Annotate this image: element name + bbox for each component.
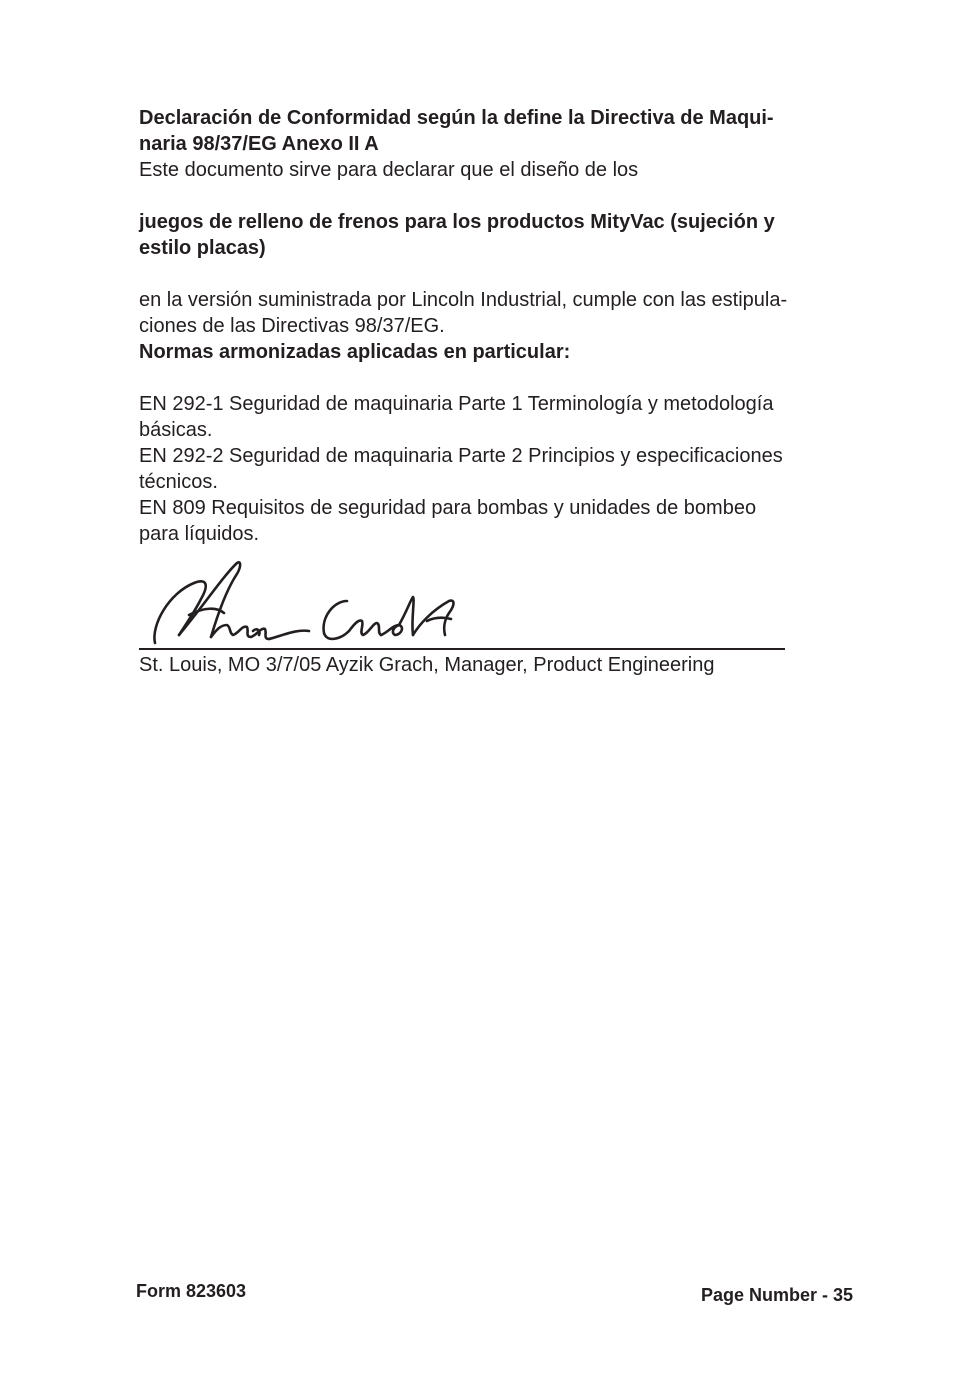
spacer [139,183,859,209]
signature-line [139,648,785,650]
compliance-statement-line1: en la versión suministrada por Lincoln Industrial, cumple con las estipula- [139,289,788,311]
standard-item-line1: EN 292-1 Seguridad de maquinaria Parte 1 Terminología y metodología [139,393,774,415]
standard-item-line2: técnicos. [139,471,218,493]
spacer [139,261,859,287]
signature-block [139,555,785,650]
page-number: Page Number - 35 [700,1285,853,1305]
declaration-title-line1: Declaración de Conformidad según la define la Directiva de Maqui- [139,107,774,129]
product-description-line2: estilo placas) [139,237,266,259]
form-number: Form 823603 [136,1281,247,1301]
declaration-title-line2: naria 98/37/EG Anexo II A [139,133,379,155]
declaration-intro: Este documento sirve para declarar que el diseño de los [139,159,639,181]
product-description-line1: juegos de relleno de frenos para los productos MityVac (sujeción y [139,211,775,233]
standard-item-line1: EN 809 Requisitos de seguridad para bombas y unidades de bombeo [139,497,757,519]
standards-heading: Normas armonizadas aplicadas en particular: [139,341,571,363]
compliance-statement-line2: ciones de las Directivas 98/37/EG. [139,315,445,337]
spacer [139,365,859,391]
declaration-body [139,105,859,547]
handwritten-signature [149,555,469,650]
standard-item-line1: EN 292-2 Seguridad de maquinaria Parte 2 Principios y especificaciones [139,445,783,467]
standard-item-line2: básicas. [139,419,213,441]
standard-item-line2: para líquidos. [139,523,260,545]
signature-caption: St. Louis, MO 3/7/05 Ayzik Grach, Manager, Product Engineering [139,654,715,676]
